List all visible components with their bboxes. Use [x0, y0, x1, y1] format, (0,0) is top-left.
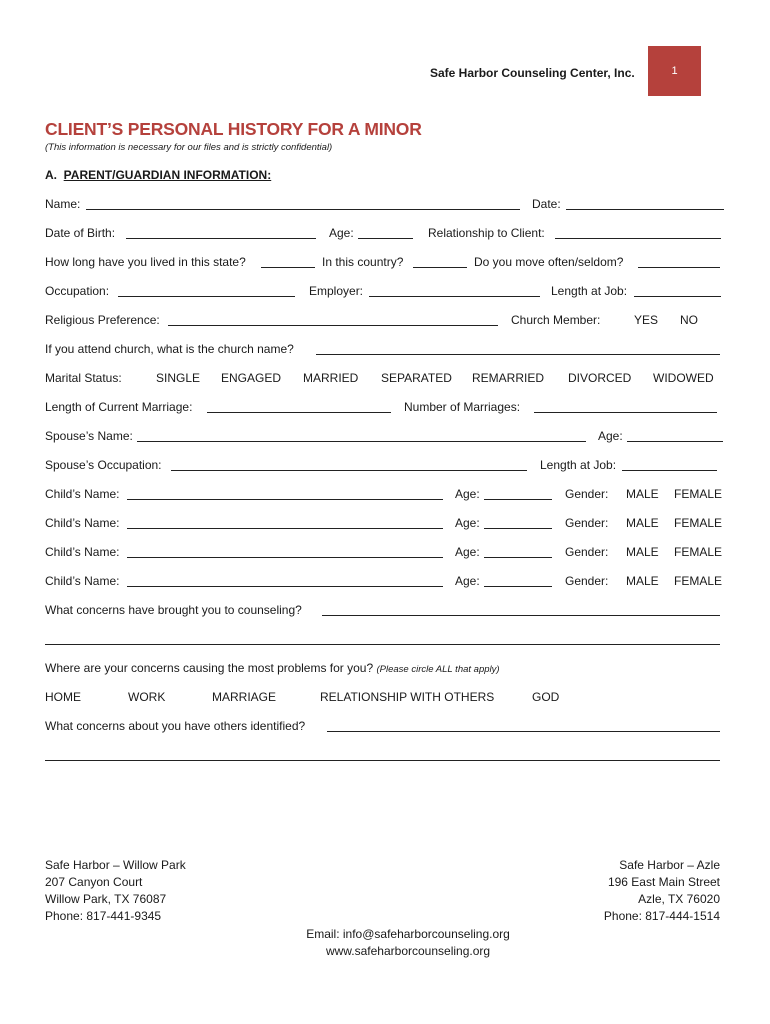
spouse-name-label: Spouse’s Name: — [45, 429, 133, 443]
church-member-label: Church Member: — [511, 313, 601, 327]
child-name-field[interactable] — [127, 487, 443, 500]
child-name-label: Child’s Name: — [45, 545, 120, 559]
church-member-no[interactable]: NO — [680, 313, 698, 327]
country-label: In this country? — [322, 255, 404, 269]
name-field[interactable] — [86, 197, 520, 210]
footer-contact — [0, 926, 770, 960]
marital-option-divorced[interactable]: DIVORCED — [568, 371, 632, 385]
row-child-4 — [0, 574, 770, 592]
dob-label: Date of Birth: — [45, 226, 116, 240]
others-identified-label: What concerns about you have others identified? — [45, 719, 306, 733]
num-marriages-label: Number of Marriages: — [404, 400, 521, 414]
length-marriage-label: Length of Current Marriage: — [45, 400, 193, 414]
page-number-badge — [648, 46, 701, 96]
section-title: PARENT/GUARDIAN INFORMATION: — [63, 168, 272, 182]
child-age-label: Age: — [455, 545, 480, 559]
child-name-label: Child’s Name: — [45, 574, 120, 588]
church-name-field[interactable] — [316, 342, 720, 355]
child-gender-label: Gender: — [565, 545, 609, 559]
child-age-field[interactable] — [484, 574, 552, 587]
row-residence — [0, 255, 770, 273]
employer-label: Employer: — [309, 284, 364, 298]
spouse-occupation-field[interactable] — [171, 458, 527, 471]
page-number: 1 — [671, 65, 678, 77]
lived-state-field[interactable] — [261, 255, 315, 268]
occupation-field[interactable] — [118, 284, 295, 297]
footer-azle — [604, 857, 720, 925]
spouse-age-field[interactable] — [627, 429, 723, 442]
spouse-length-job-label: Length at Job: — [540, 458, 617, 472]
section-a-heading — [45, 168, 271, 182]
spouse-occupation-label: Spouse’s Occupation: — [45, 458, 162, 472]
row-religion — [0, 313, 770, 331]
relationship-label: Relationship to Client: — [428, 226, 545, 240]
child-gender-male[interactable]: MALE — [626, 545, 659, 559]
concerns-field-line-2[interactable] — [45, 632, 720, 645]
child-name-field[interactable] — [127, 516, 443, 529]
footer-website[interactable]: www.safeharborcounseling.org — [325, 944, 491, 958]
child-gender-male[interactable]: MALE — [626, 574, 659, 588]
child-age-field[interactable] — [484, 545, 552, 558]
length-job-field[interactable] — [634, 284, 721, 297]
others-identified-field-line-2[interactable] — [45, 748, 720, 761]
lived-state-label: How long have you lived in this state? — [45, 255, 246, 269]
date-field[interactable] — [566, 197, 724, 210]
child-name-label: Child’s Name: — [45, 516, 120, 530]
row-problem-options — [0, 690, 770, 708]
move-label: Do you move often/seldom? — [474, 255, 624, 269]
spouse-age-label: Age: — [598, 429, 623, 443]
where-concerns-question: Where are your concerns causing the most problems for you? — [45, 661, 374, 675]
row-name-date — [0, 197, 770, 215]
row-child-2 — [0, 516, 770, 534]
section-letter: A. — [45, 168, 57, 182]
church-name-label: If you attend church, what is the church name? — [45, 342, 294, 356]
row-others-continued — [0, 748, 770, 766]
form-title: CLIENT’S PERSONAL HISTORY FOR A MINOR — [45, 119, 422, 139]
problem-option-god[interactable]: GOD — [532, 690, 560, 704]
footer-left-line: Phone: 817-441-9345 — [45, 909, 162, 923]
name-label: Name: — [45, 197, 81, 211]
age-label: Age: — [329, 226, 354, 240]
child-gender-label: Gender: — [565, 516, 609, 530]
spouse-name-field[interactable] — [137, 429, 586, 442]
marital-option-engaged[interactable]: ENGAGED — [221, 371, 282, 385]
spouse-length-job-field[interactable] — [622, 458, 717, 471]
footer-right-line: Safe Harbor – Azle — [619, 858, 720, 872]
length-job-label: Length at Job: — [551, 284, 628, 298]
child-name-field[interactable] — [127, 574, 443, 587]
problem-option-marriage[interactable]: MARRIAGE — [212, 690, 277, 704]
footer-right-line: Phone: 817-444-1514 — [603, 909, 720, 923]
child-name-label: Child’s Name: — [45, 487, 120, 501]
child-name-field[interactable] — [127, 545, 443, 558]
child-age-label: Age: — [455, 574, 480, 588]
row-concerns-continued — [0, 632, 770, 650]
row-child-3 — [0, 545, 770, 563]
organization-name: Safe Harbor Counseling Center, Inc. — [430, 66, 635, 80]
problem-option-home[interactable]: HOME — [45, 690, 81, 704]
child-age-label: Age: — [455, 487, 480, 501]
marital-status-label: Marital Status: — [45, 371, 122, 385]
others-identified-field[interactable] — [327, 719, 720, 732]
age-field[interactable] — [358, 226, 413, 239]
row-child-1 — [0, 487, 770, 505]
footer-email[interactable]: Email: info@safeharborcounseling.org — [306, 927, 510, 941]
problem-option-relationship[interactable]: RELATIONSHIP WITH OTHERS — [320, 690, 495, 704]
row-concerns — [0, 603, 770, 621]
child-gender-female[interactable]: FEMALE — [674, 574, 723, 588]
marital-option-remarried[interactable]: REMARRIED — [472, 371, 545, 385]
row-others-identified — [0, 719, 770, 737]
relationship-field[interactable] — [555, 226, 721, 239]
row-spouse-name — [0, 429, 770, 447]
child-gender-label: Gender: — [565, 574, 609, 588]
child-gender-male[interactable]: MALE — [626, 516, 659, 530]
child-age-field[interactable] — [484, 487, 552, 500]
where-concerns-label — [45, 661, 500, 675]
country-field[interactable] — [413, 255, 467, 268]
move-field[interactable] — [638, 255, 720, 268]
marital-option-single[interactable]: SINGLE — [156, 371, 201, 385]
child-gender-female[interactable]: FEMALE — [674, 545, 723, 559]
problem-option-work[interactable]: WORK — [128, 690, 166, 704]
footer-left-line: Safe Harbor – Willow Park — [45, 858, 186, 872]
marital-option-widowed[interactable]: WIDOWED — [653, 371, 714, 385]
row-marital-status — [0, 371, 770, 389]
num-marriages-field[interactable] — [534, 400, 717, 413]
religious-field[interactable] — [168, 313, 498, 326]
religious-label: Religious Preference: — [45, 313, 160, 327]
row-marriage-length — [0, 400, 770, 418]
child-age-label: Age: — [455, 516, 480, 530]
footer-left-line: Willow Park, TX 76087 — [45, 892, 167, 906]
church-member-yes[interactable]: YES — [634, 313, 659, 327]
circle-all-note: (Please circle ALL that apply) — [376, 664, 500, 675]
footer-right-line: 196 East Main Street — [607, 875, 720, 889]
dob-field[interactable] — [126, 226, 316, 239]
employer-field[interactable] — [369, 284, 540, 297]
child-age-field[interactable] — [484, 516, 552, 529]
concerns-label: What concerns have brought you to counseling? — [45, 603, 302, 617]
form-subtitle: (This information is necessary for our files and is strictly confidential) — [45, 142, 333, 153]
footer-left-line: 207 Canyon Court — [45, 875, 143, 889]
row-church-name — [0, 342, 770, 360]
child-gender-female[interactable]: FEMALE — [674, 516, 723, 530]
child-gender-male[interactable]: MALE — [626, 487, 659, 501]
row-spouse-occupation — [0, 458, 770, 476]
marital-option-married[interactable]: MARRIED — [303, 371, 359, 385]
occupation-label: Occupation: — [45, 284, 110, 298]
row-where-concerns — [0, 661, 770, 679]
marital-option-separated[interactable]: SEPARATED — [381, 371, 452, 385]
length-marriage-field[interactable] — [207, 400, 391, 413]
footer-willow-park — [45, 857, 186, 925]
footer-right-line: Azle, TX 76020 — [638, 892, 720, 906]
date-label: Date: — [532, 197, 561, 211]
concerns-field[interactable] — [322, 603, 720, 616]
row-occupation — [0, 284, 770, 302]
child-gender-female[interactable]: FEMALE — [674, 487, 723, 501]
row-dob — [0, 226, 770, 244]
child-gender-label: Gender: — [565, 487, 609, 501]
